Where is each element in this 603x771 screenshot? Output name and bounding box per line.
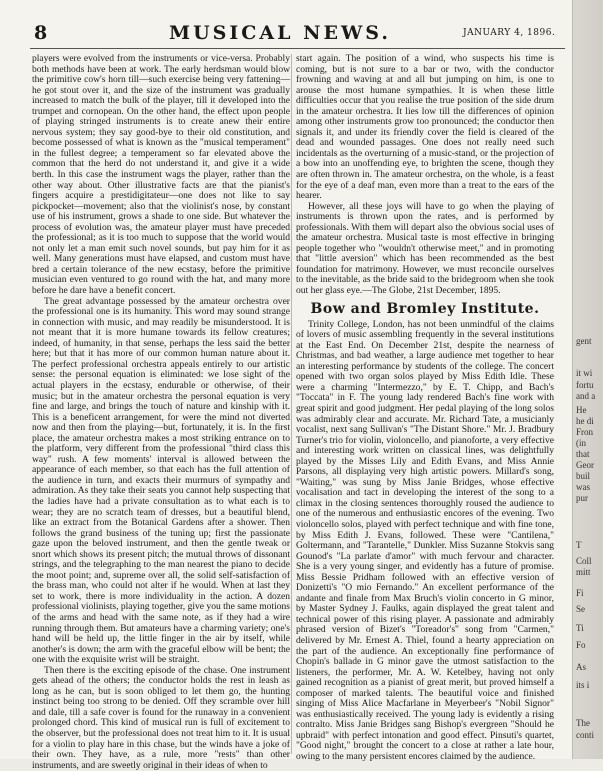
right-column bbox=[296, 54, 554, 763]
edge-fragment: Fi bbox=[576, 588, 584, 598]
edge-fragment: he di bbox=[576, 416, 594, 426]
edge-fragment: fortu bbox=[576, 380, 594, 390]
section-heading: Bow and Bromley Institute. bbox=[310, 300, 540, 317]
left-column bbox=[32, 54, 290, 771]
edge-fragment: it wi bbox=[576, 368, 593, 378]
edge-fragment: gent bbox=[576, 336, 592, 346]
edge-fragment: its i bbox=[576, 680, 590, 690]
edge-fragment: and a bbox=[576, 391, 596, 401]
edge-fragment: that bbox=[576, 449, 590, 459]
masthead-title: MUSICAL NEWS. bbox=[169, 22, 391, 44]
header-rule bbox=[30, 48, 565, 49]
edge-fragment: pur bbox=[576, 493, 588, 503]
edge-fragment: The bbox=[576, 718, 590, 728]
right-paragraph-2: However, all these joys will have to go when the playing of instruments is thrown upon the rates, and is performed by professionals. With them will depart also the obvious social uses of the amateur orchestra. Musical taste is most effective in bringing people together who "wouldn't otherwise meet," and in promoting that "little aversion" which has been recommended as the best foundation for matrimony. However, we must reconcile ourselves to the inevitable, as the bride said to the bridegroom when she took out her glass eye.—The Globe, 21st December, 1895. bbox=[296, 200, 554, 297]
left-paragraph-2: The great advantage possessed by the amateur orchestra over the professional one is its humanity. This word may sound strange in connection with music, and may readily be misunderstood. It is not meant that it is more humane towards its fellow creatures; indeed, of humanity, in that sense, perhaps the less said the better here; but that it has more of our common human nature about it. The perfect professional orchestra appeals entirely to our artistic sense: the personal equation is eliminated: we lose sight of the actual players in the ecstasy, endurable or otherwise, of their music; but in the amateur orchestra the personal equation is very fine and large, and brings the touch of nature and kinship with it. This is a beneficent arrangement, for were the mind not diverted now and then from the playing—but, fortunately, it is. In the first place, the amateur orchestra makes a most striking entrance on to the platform, very different from the professional "third class this way" rush. A few moments' interval is allowed between the appearance of each member, so that each has the full attention of the audience in turn, and exacts their murmurs of sympathy and admiration. As they take their seats you cannot help suspecting that the ladies have had a private consultation as to what each is to wear; they are no scratch team of dresses, but a beautiful blend, like an extract from the Botanical Gardens after a shower. Then follows the grand business of the tuning up; first the passionate gaze upon the beloved instrument, and then the gentle tweak or snort which shows its present pitch; the mutual throws of dissonant strings, and the telegraphing to the man nearest the piano to decide the moot point; and, supreme over all, the solid self-satisfaction of the brass man, who could not alter if he would. When at last they set to work, there is more individuality in the action. A dozen professional violinists, playing together, give you the same motions of the arms and head with the same note, as if they had a wire running through them. But amateurs have a charming variety; one's hand will be held up, the little finger in the air by itself, while another's is down; the arm with the graceful elbow will be bent; the one with the exquisite wrist will be straight. bbox=[32, 295, 290, 666]
edge-fragment: T bbox=[576, 540, 582, 550]
section-body: Trinity College, London, has not been unmindful of the claims of lovers of music assembling frequently in the several institutions at the East End. On December 21st, despite the nearness of Christmas, and bad weather, a large audience met together to hear an interesting performance by students of the college. The concert opened with two organ solos played by Miss Edith Idle. These were a charming "Intermezzo," by E. T. Chipp, and Bach's "Toccata" in F. The young lady rendered Bach's fine work with great spirit and good judgment. Her pedal playing of the long solos was admirably clear and accurate. Mr. Richard Tate, a musicianly vocalist, next sang Sullivan's "The Distant Shore." Mr. J. Bradbury Turner's trio for violin, violoncello, and pianoforte, a very effective and interesting work written on classical lines, was delightfully played by the Misses Lily and Edith Evans, and Miss Annie Parsons, all displaying very high artistic powers. Millard's song, "Waiting," was sung by Miss Janie Bridges, whose effective vocalisation and tact in developing the interest of the song to a climax in the closing sentences thoroughly roused the audience to one of the numerous and enthusiastic encores of the evening. Two violoncello solos, played with perfect technique and with fine tone, by Miss Edith J. Evans, followed. These were "Cantilena," Goltermann, and "Tarantelle," Dunkler. Miss Suzanne Stokvis sang Gounod's "La parlate d'amor" with much fervour and character. She is a very young singer, and evidently has a future of promise. Miss Bessie Pridham followed with an effective version of Donizetti's "O mio Fernando." An excellent performance of the andante and finale from Max Bruch's violin concerto in G minor, by Master Sydney J. Faulks, again displayed the great talent and technical power of this rising player. A passionate and admirably phrased version of Bizet's "Toreador's" song from "Carmen," delivered by Mr. Ernest A. Thiel, found a hearty appreciation on the part of the audience. An exceptionally fine performance of Chopin's ballade in G minor gave the utmost satisfaction to the listeners, the performer, Mr. A. W. Ketelbey, having not only gained recognition as a pianist of great merit, but proved himself a composer of marked talents. The beautiful voice and finished singing of Miss Alice Macfarlane in Meyerbeer's "Nobil Signor" was enthusiastically received. The young lady is evidently a rising contralto. Miss Janie Bridges sang Bishop's evergreen "Should he upbraid" with perfect intonation and good effect. Pinsuti's quartet, "Good night," brought the concert to a close at rather a late hour, owing to the many persistent encores claimed by the audience. bbox=[296, 318, 554, 762]
right-paragraph-1: start again. The position of a wind, who suspects his time is coming, but is not sure to a bar or two, with the conductor frowning and waving at and all but jumping on him, is one to arouse the most humane sympathies. It is when these little difficulties occur that you realise the true position of the side drum in the amateur orchestra. It lies low till the differences of opinion among other instruments grow too pronounced; the conductor then signals it, and under its friendly cover the field is cleared of the dead and wounded passages. One does not really need such incidentals as the overturning of a music-stand, or the projection of a bow into an unoffending eye, to brighten the scene, though they are often thrown in. The amateur orchestra, on the whole, is a feast for the eye of a deaf man, even more than a treat to the ears of the hearer. bbox=[296, 53, 554, 202]
edge-fragment: was bbox=[576, 482, 590, 492]
left-paragraph-1: players were evolved from the instruments or vice-versa. Probably both methods have been at work. The early herdsman would blow the primitive cow's horn till—such exercise being very fattening—he got stout over it, and the size of the instrument was gradually increased to match the bulk of the player, till it developed into the trumpet and cornopean. On the other hand, the effect upon people of playing stringed instruments is to create anew their entire nervous system; they say good-bye to their old constitution, and become possessed of what is known as the "musical temperament" in the fullest degree; a temperament so far elevated above the common that the herd do not understand it, and give it a wide berth. In this case the instrument wags the player, rather than the other way about. Other illustrative facts are that the pianist's fingers acquire a prestidigitateur—one does not like to say pickpocket—movement; also that the violinist's nose, by constant use of his instrument, grows a shade to one side. But whatever the process of evolution was, the amateur player must have preceded the professional; as it is too much to suppose that the world would not only let a man emit such novel sounds, but pay him for it as well. Many generations must have elapsed, and custom must have bred a certain tolerance of the new ecstasy, before the primitive musician even ventured to go round with the hat, and many more before he dare have a benefit concert. bbox=[32, 53, 290, 297]
edge-fragment: mitt bbox=[576, 567, 591, 577]
edge-fragment: Coll bbox=[576, 556, 592, 566]
edge-fragment: As bbox=[576, 662, 587, 672]
facing-page-edge bbox=[572, 0, 603, 759]
edge-fragment: Se bbox=[576, 604, 585, 614]
edge-fragment: Fo bbox=[576, 640, 586, 650]
page-header bbox=[0, 22, 603, 44]
edge-fragment: Geor bbox=[576, 460, 594, 470]
edge-fragment: Fron bbox=[576, 427, 594, 437]
edge-fragment: (in bbox=[576, 438, 586, 448]
edge-fragment: Ti bbox=[576, 623, 584, 633]
left-paragraph-3: Then there is the exciting episode of the chase. One instrument gets ahead of the others; the conductor holds the rest in leash as long as he can, but is soon obliged to let them go, the hunting instinct being too strong to be denied. Off they scramble over hill and dale, till a safe cover is found for the runaway in a convenient prolonged chord. This kind of musical run is full of excitement to the observer, but the professional does not treat him to it. It is usual for a violin to play hare in this chase, but the winds have a joke of their own. They have, as a rule, more "rests" than other instruments, and are sweetly original in their ideas of when to bbox=[32, 664, 290, 771]
column-divider bbox=[291, 54, 292, 754]
edge-fragment: buil bbox=[576, 471, 591, 481]
issue-date: JANUARY 4, 1896. bbox=[463, 28, 556, 38]
page-number: 8 bbox=[34, 22, 48, 44]
edge-fragment: conti bbox=[576, 730, 594, 740]
edge-fragment: He bbox=[576, 405, 587, 415]
